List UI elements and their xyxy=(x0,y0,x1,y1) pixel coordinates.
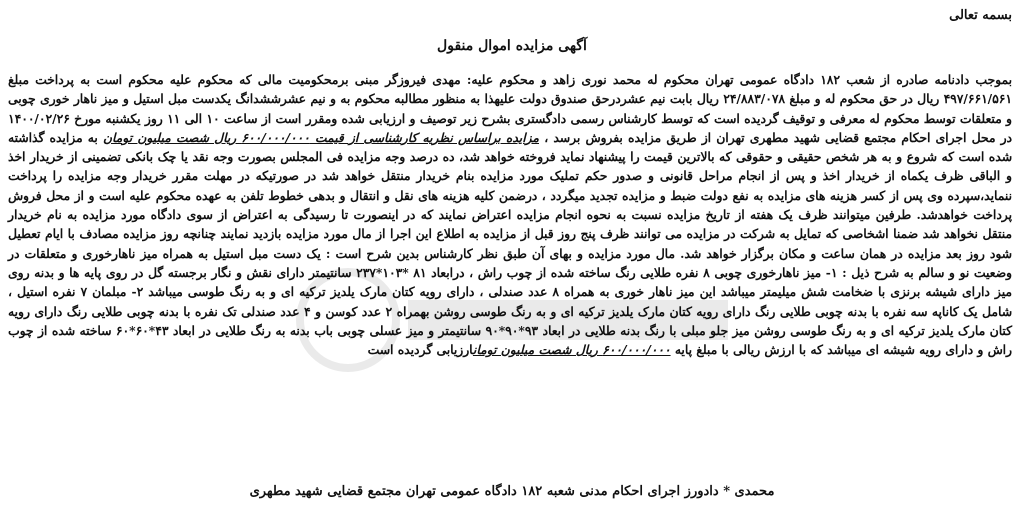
underlined-valuation: مزایده براساس نظریه کارشناسی از قیمت ۶۰۰/۰۰۰/۰۰۰ ریال شصت میلیون تومان xyxy=(103,129,539,145)
body-paragraph-1: بموجب دادنامه صادره از شعب ۱۸۲ دادگاه عمومی تهران محکوم له محمد نوری زاهد و محکوم علیه: مهدی فیروزگر مبنی برمحکومیت مالی که محکوم علیه محکوم است به پرداخت مبلغ ۴۹۷/۶۶۱/۵۶۱ ریال در حق محکوم له و مبلغ ۲۴/۸۸۳/۰۷۸ ریال بابت نیم عشردرحق صندوق دولت علیهذا به منظور مطالبه محکوم به و نیم عشرششدانگ یکدست مبل استیل و میز ناهار خوری چوبی و متعلقات توسط محکوم له معرفی و توقیف گردیده است که توسط کارشناس رسمی دادگستری بشرح زیر توصیف و ارزیابی شده ومقرر است از ساعت ۱۰ الی ۱۱ روز یکشنبه مورخ ۱۴۰۰/۰۲/۲۶ در محل اجرای احکام مجتمع قضایی شهید مطهری تهران از طریق مزایده بفروش برسد ، xyxy=(8,72,1013,145)
bismillah-header: بسمه تعالی xyxy=(949,8,1012,23)
body-paragraph-2: به مزایده گذاشته شده است که شروع و به هر شخص حقیقی و حقوقی که بالاترین قیمت را پیشنهاد نماید فروخته خواهد شد، ده درصد وجه مزایده فی المجلس بصورت وجه نقد یا چک بانکی تضمینی از خریدار اخذ و الباقی ظرف یکماه از خریدار اخذ و پس از انجام مراحل قانونی و صدور حکم تملیک مورد مزایده بنام خریدار منتقل خواهد شد در صورتیکه در مهلت مقرر خریدار وجه مزایده را پرداخت ننماید،سپرده وی پس از کسر هزینه های مزایده به نفع دولت ضبط و مزایده تجدید میگردد ، درضمن کلیه هزینه های نقل و انتقال و بدهی خطوط تلفن به عهده محکوم علیه است و از محل فروش پرداخت خواهدشد. طرفین میتوانند ظرف یک هفته از تاریخ مزایده نسبت به نحوه انجام مزایده اعتراض نمایند که در اینصورت تا رسیدگی به اعتراض از سوی دادگاه مورد مزایده به نام خریدار منتقل نخواهد شد ضمنا اشخاصی که تمایل به شرکت در مزایده می توانند ظرف پنج روز قبل از مزایده به اطلاع این اجرا از مال مورد مزایده بازدید نمایند چنانچه روز مزایده مصادف با ایام تعطیل شود روز بعد مزایده در همان ساعت و مکان برگزار خواهد شد. مال مورد مزایده و بهای آن طبق نظر کارشناس بدین شرح است : یک دست مبل استیل به همراه میز ناهارخوری و متعلقات در وضعیت نو و سالم به شرح ذیل : ۱- میز ناهارخوری چوبی ۸ نفره طلایی رنگ ساخته شده از چوب راش ، درابعاد ۸۱ *۱۰۳*۲۳۷ سانتیمتر دارای نقش و نگار برجسته گل در روی پایه ها و بدنه روی میز دارای شیشه برنزی با ضخامت شش میلیمتر میباشد این میز ناهار خوری به همراه ۸ عدد صندلی ، دارای رویه کتان مارک یلدیز ترکیه ای و به رنگ طوسی میباشد ۲- مبلمان ۷ نفره استیل ، شامل یک کاناپه سه نفره با بدنه چوبی طلایی رنگ دارای رویه کتان مارک یلدیز ترکیه ای و به رنگ طوسی روشن بهمراه ۲ عدد کوسن و ۴ عدد صندلی تک نفره با بدنه چوبی طلایی رنگ دارای رویه کتان مارک یلدیز ترکیه ای و به رنگ طوسی روشن میز جلو مبلی با رنگ بدنه طلایی در ابعاد ۹۳*۹۰*۹۰ سانتیمتر و میز عسلی چوبی باب بدنه به رنگ طلایی در ابعاد ۴۳*۶۰*۶۰ ساخته شده از چوب راش و دارای رویه شیشه ای میباشد که با ارزش ریالی با مبلغ پایه xyxy=(8,129,1013,358)
underlined-base-price: ۶۰۰/۰۰۰/۰۰۰ ریال شصت میلیون تومان xyxy=(472,342,671,358)
body-paragraph-3: ارزیابی گردیده است xyxy=(367,342,473,358)
document-page xyxy=(8,0,1016,516)
signature-line: محمدی * دادورز اجرای احکام مدنی شعبه ۱۸۲ دادگاه عمومی تهران مجتمع قضایی شهید مطهری xyxy=(249,484,775,499)
page-title: آگهی مزایده اموال منقول xyxy=(437,38,587,54)
notice-body xyxy=(8,70,1012,359)
